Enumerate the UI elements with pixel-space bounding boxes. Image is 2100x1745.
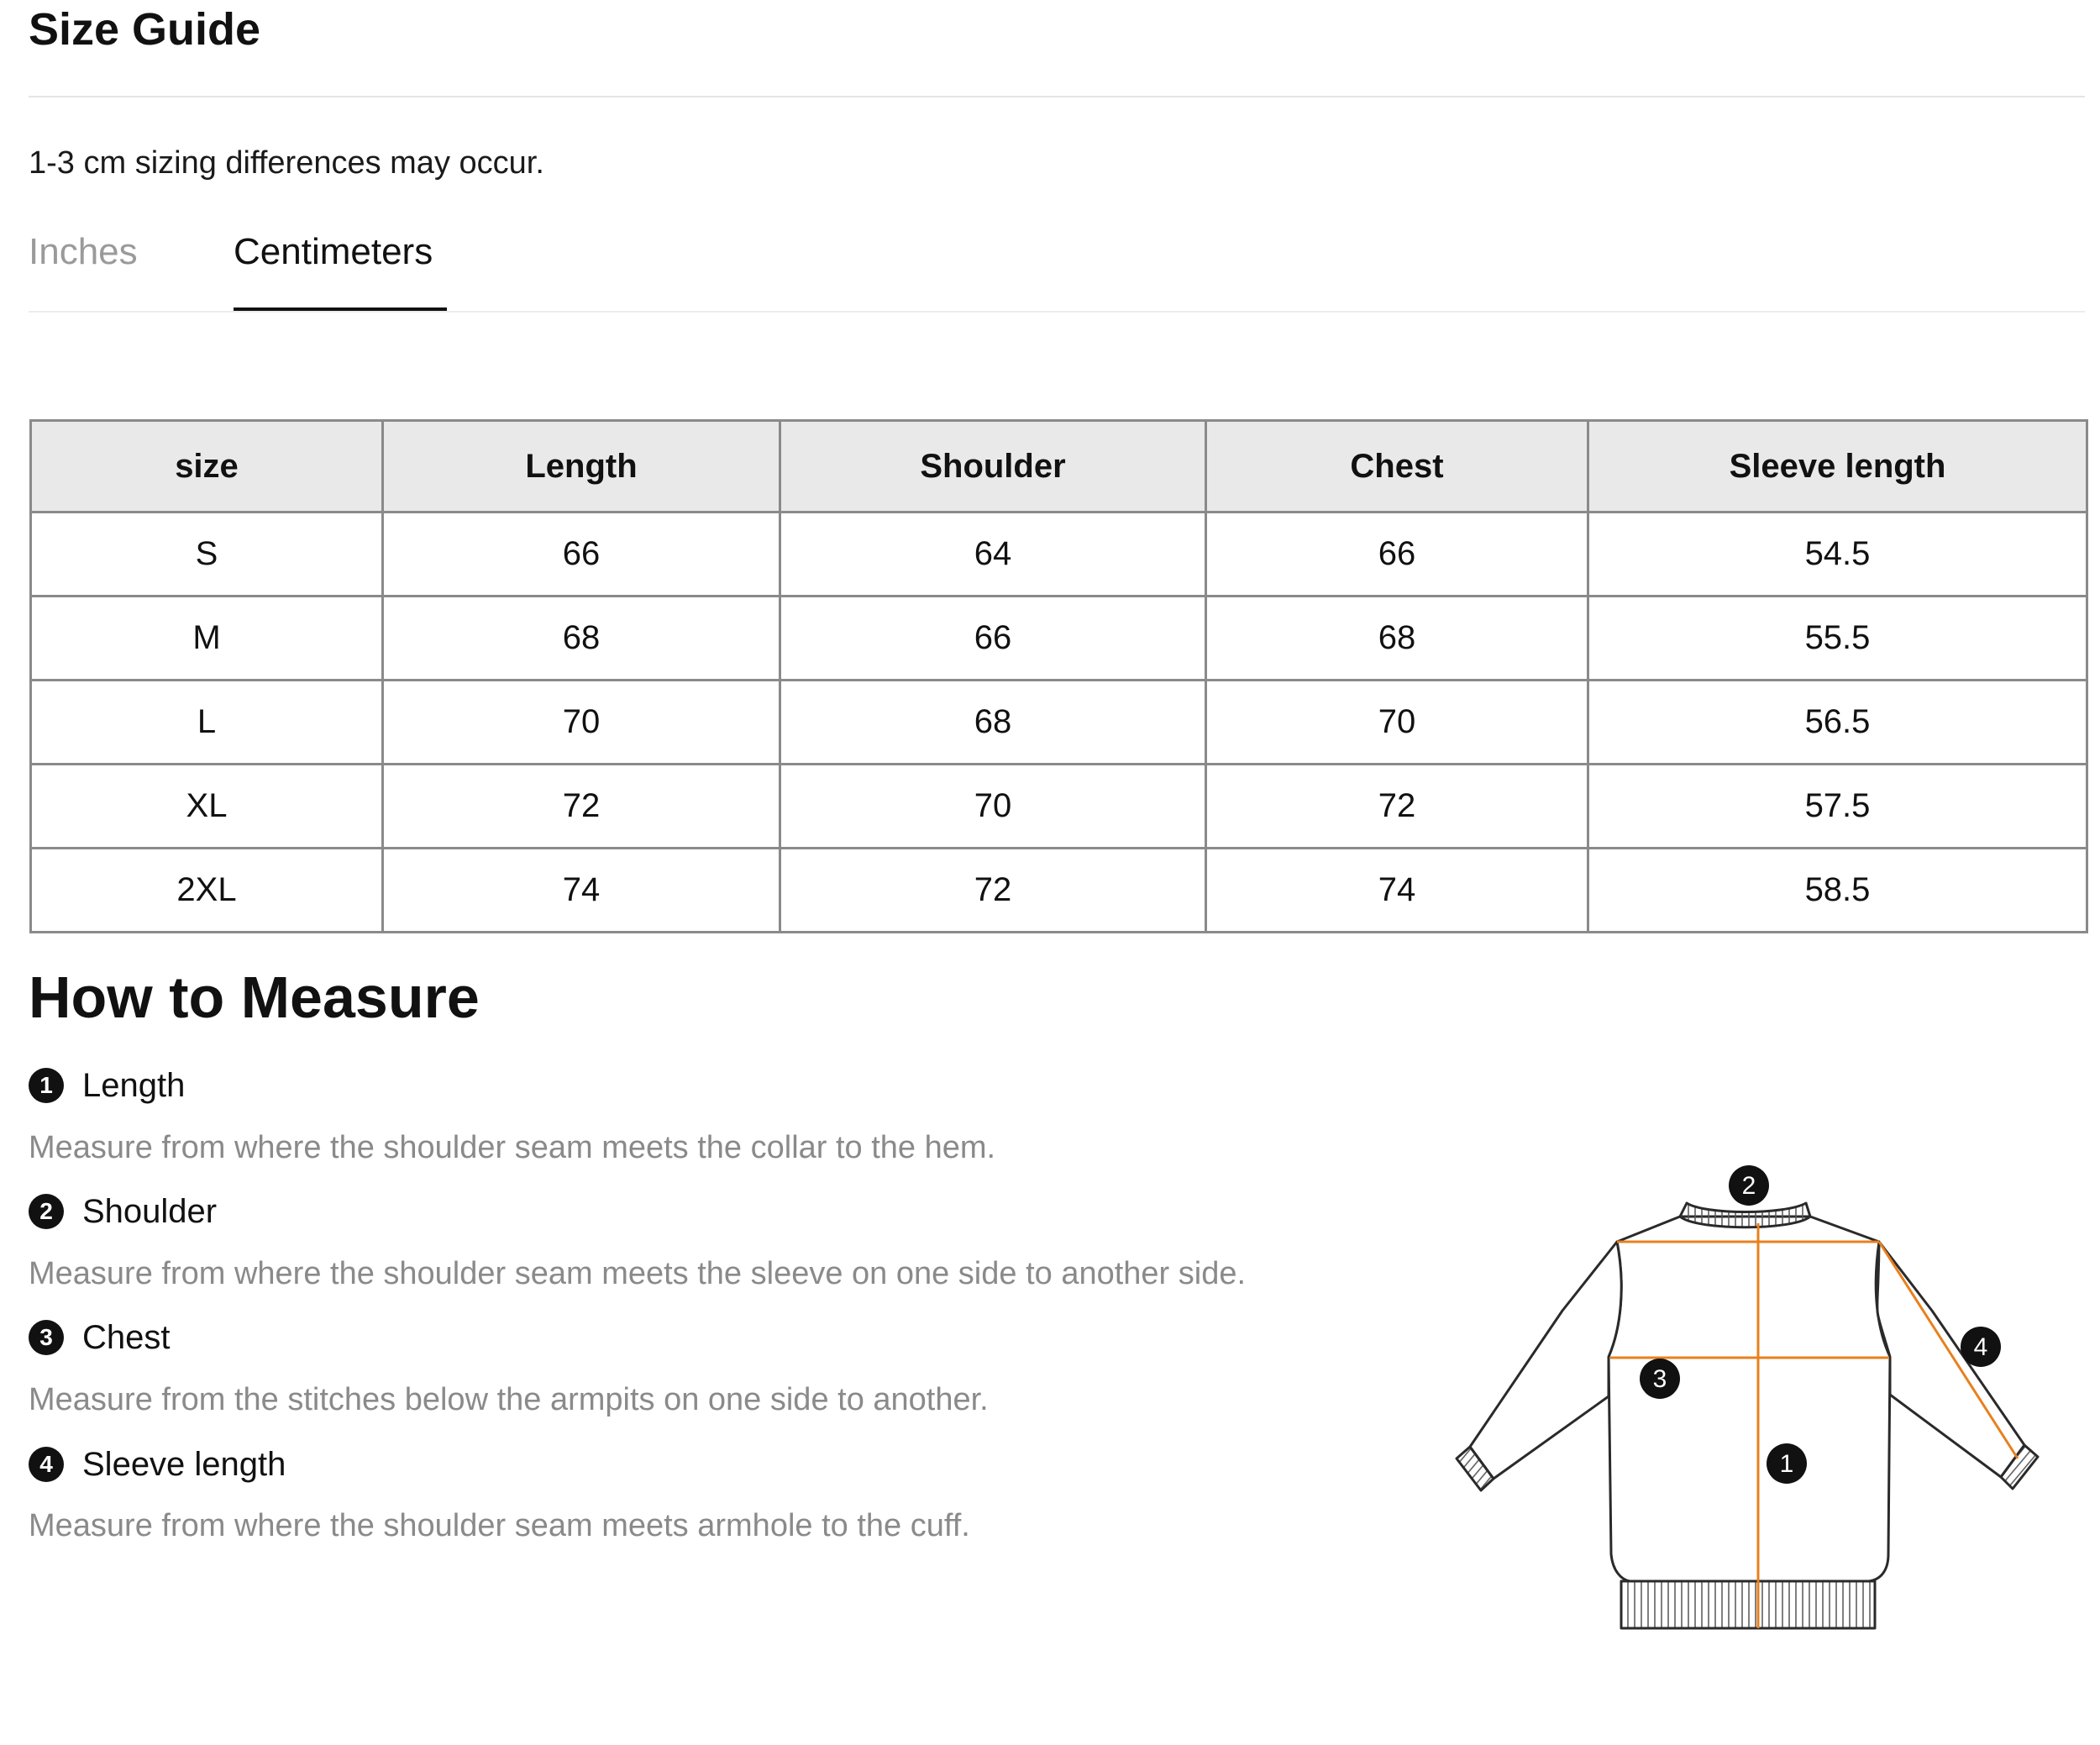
table-header-row: [31, 421, 2087, 512]
step-description: Measure from where the shoulder seam meets armhole to the cuff.: [29, 1508, 970, 1543]
title-divider: [29, 96, 2085, 97]
number-3-icon: 3: [29, 1320, 64, 1355]
step-chest: [29, 1317, 171, 1359]
cell-length: 74: [383, 849, 780, 933]
step-shoulder: [29, 1190, 217, 1233]
cell-chest: 66: [1206, 512, 1588, 597]
cell-shoulder: 68: [780, 681, 1206, 765]
marker-1-label: 1: [1779, 1450, 1794, 1478]
cell-shoulder: 72: [780, 849, 1206, 933]
cell-chest: 70: [1206, 681, 1588, 765]
cell-sleeve-length: 56.5: [1588, 681, 2087, 765]
number-4-icon: 4: [29, 1447, 64, 1482]
cell-sleeve-length: 55.5: [1588, 597, 2087, 681]
table-row: [31, 597, 2087, 681]
cell-chest: 72: [1206, 765, 1588, 849]
cell-sleeve-length: 54.5: [1588, 512, 2087, 597]
step-description: Measure from where the shoulder seam meets the collar to the hem.: [29, 1130, 996, 1165]
cell-shoulder: 64: [780, 512, 1206, 597]
step-label: Chest: [82, 1319, 171, 1356]
size-table: [29, 419, 2088, 933]
cell-shoulder: 70: [780, 765, 1206, 849]
step-length: [29, 1064, 185, 1106]
column-header-size: size: [31, 421, 383, 512]
number-1-icon: 1: [29, 1068, 64, 1103]
cell-chest: 74: [1206, 849, 1588, 933]
diagram-marker-3: [1640, 1359, 1680, 1399]
table-row: [31, 681, 2087, 765]
cell-sleeve-length: 57.5: [1588, 765, 2087, 849]
cell-sleeve-length: 58.5: [1588, 849, 2087, 933]
cell-length: 70: [383, 681, 780, 765]
cell-size: XL: [31, 765, 383, 849]
cell-length: 66: [383, 512, 780, 597]
step-sleeve-length: [29, 1443, 286, 1485]
cell-length: 72: [383, 765, 780, 849]
cell-size: L: [31, 681, 383, 765]
column-header-chest: Chest: [1206, 421, 1588, 512]
page-title: Size Guide: [29, 4, 261, 55]
cell-shoulder: 66: [780, 597, 1206, 681]
table-row: [31, 512, 2087, 597]
column-header-shoulder: Shoulder: [780, 421, 1206, 512]
table-row: [31, 849, 2087, 933]
number-2-icon: 2: [29, 1194, 64, 1229]
step-description: Measure from the stitches below the armpits on one side to another.: [29, 1382, 989, 1417]
cell-size: M: [31, 597, 383, 681]
diagram-marker-2: [1729, 1165, 1769, 1206]
how-to-measure-heading: How to Measure: [29, 964, 480, 1030]
sweater-outline: [1457, 1203, 2038, 1628]
table-row: [31, 765, 2087, 849]
sweater-diagram: [1411, 1151, 2083, 1655]
cell-chest: 68: [1206, 597, 1588, 681]
tab-centimeters[interactable]: Centimeters: [234, 231, 433, 272]
marker-4-label: 4: [1973, 1333, 1988, 1361]
marker-2-label: 2: [1741, 1172, 1756, 1200]
tab-inches[interactable]: Inches: [29, 231, 138, 272]
cell-size: S: [31, 512, 383, 597]
cell-size: 2XL: [31, 849, 383, 933]
sizing-note: 1-3 cm sizing differences may occur.: [29, 145, 544, 181]
step-label: Sleeve length: [82, 1446, 286, 1483]
diagram-marker-4: [1961, 1327, 2001, 1367]
step-label: Length: [82, 1067, 186, 1104]
step-description: Measure from where the shoulder seam meets the sleeve on one side to another side.: [29, 1256, 1247, 1291]
step-label: Shoulder: [82, 1193, 218, 1230]
marker-3-label: 3: [1652, 1365, 1667, 1393]
diagram-marker-1: [1767, 1443, 1807, 1484]
cell-length: 68: [383, 597, 780, 681]
tabs-divider: [29, 311, 2085, 313]
column-header-length: Length: [383, 421, 780, 512]
column-header-sleeve-length: Sleeve length: [1588, 421, 2087, 512]
